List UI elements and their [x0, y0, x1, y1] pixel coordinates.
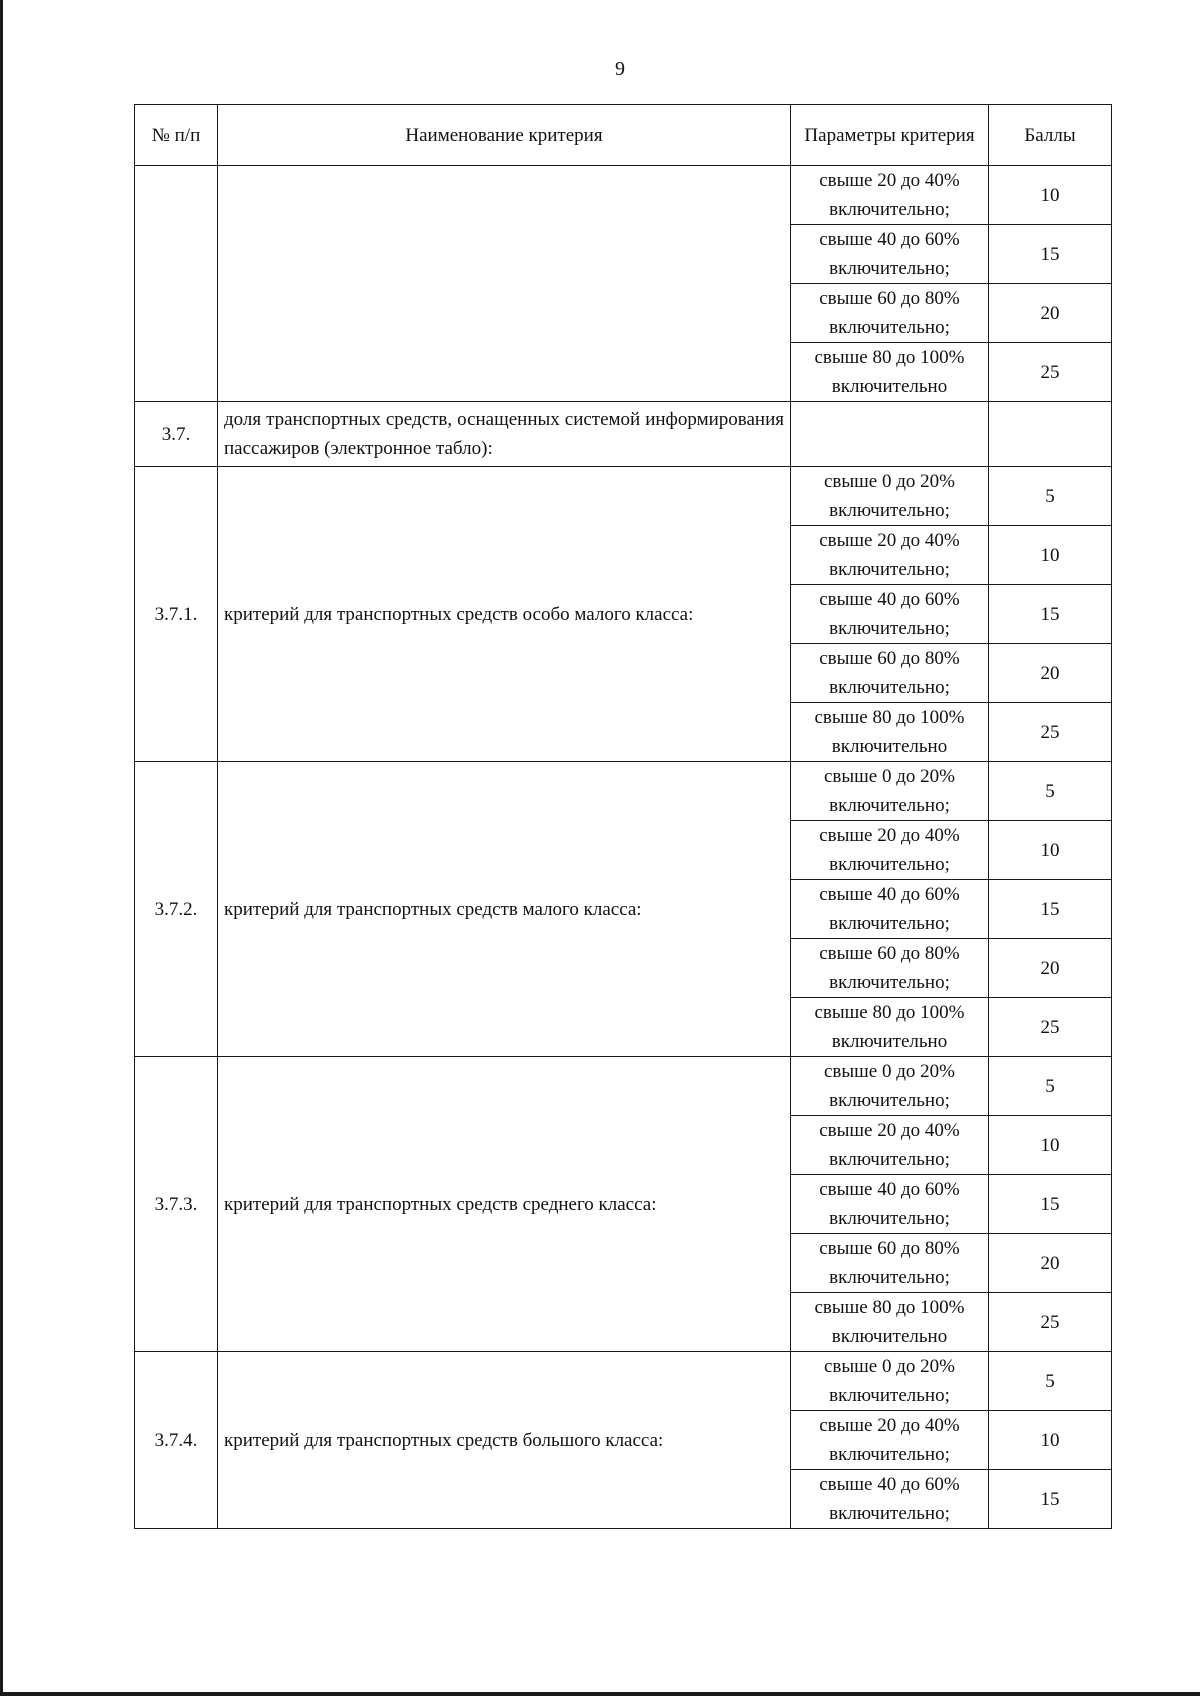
cell-score: 10 [989, 821, 1112, 880]
criterion-name: критерий для транспортных средств особо малого класса: [218, 467, 791, 762]
header-params: Параметры критерия [791, 105, 989, 166]
criterion-num: 3.7.2. [135, 762, 218, 1057]
scan-edge-left [0, 0, 3, 1696]
table-row [135, 1057, 1112, 1116]
cell-score: 25 [989, 1293, 1112, 1352]
cell-param: свыше 20 до 40% включительно; [791, 1411, 989, 1470]
cell-param: свыше 0 до 20% включительно; [791, 1352, 989, 1411]
section-row [135, 402, 1112, 467]
cell-param: свыше 80 до 100% включительно [791, 998, 989, 1057]
cell-score: 20 [989, 644, 1112, 703]
cell-score: 5 [989, 1057, 1112, 1116]
cell-score-empty [989, 402, 1112, 467]
cell-param: свыше 20 до 40% включительно; [791, 166, 989, 225]
criteria-table [134, 104, 1112, 1529]
criterion-num: 3.7.1. [135, 467, 218, 762]
cell-param-empty [791, 402, 989, 467]
cell-name-empty [218, 166, 791, 402]
scan-edge-bottom [0, 1692, 1200, 1696]
cell-score: 5 [989, 467, 1112, 526]
criterion-name: критерий для транспортных средств большого класса: [218, 1352, 791, 1529]
cell-score: 25 [989, 703, 1112, 762]
cell-score: 5 [989, 762, 1112, 821]
cell-param: свыше 80 до 100% включительно [791, 703, 989, 762]
cell-score: 15 [989, 225, 1112, 284]
table-row [135, 166, 1112, 225]
cell-param: свыше 20 до 40% включительно; [791, 526, 989, 585]
table-row [135, 762, 1112, 821]
table-row [135, 1352, 1112, 1411]
cell-score: 5 [989, 1352, 1112, 1411]
cell-param: свыше 60 до 80% включительно; [791, 939, 989, 998]
cell-param: свыше 0 до 20% включительно; [791, 1057, 989, 1116]
cell-param: свыше 60 до 80% включительно; [791, 644, 989, 703]
cell-score: 20 [989, 939, 1112, 998]
cell-score: 10 [989, 166, 1112, 225]
criterion-name: критерий для транспортных средств малого класса: [218, 762, 791, 1057]
criterion-name: критерий для транспортных средств среднего класса: [218, 1057, 791, 1352]
criterion-num: 3.7.3. [135, 1057, 218, 1352]
cell-score: 25 [989, 343, 1112, 402]
cell-param: свыше 40 до 60% включительно; [791, 225, 989, 284]
cell-param: свыше 80 до 100% включительно [791, 1293, 989, 1352]
cell-score: 20 [989, 284, 1112, 343]
cell-param: свыше 80 до 100% включительно [791, 343, 989, 402]
header-num: № п/п [135, 105, 218, 166]
cell-param: свыше 0 до 20% включительно; [791, 762, 989, 821]
cell-score: 25 [989, 998, 1112, 1057]
header-name: Наименование критерия [218, 105, 791, 166]
cell-param: свыше 40 до 60% включительно; [791, 880, 989, 939]
table-body [135, 166, 1112, 1529]
section-name: доля транспортных средств, оснащенных системой информирования пассажиров (электронное табло): [218, 402, 791, 467]
cell-score: 15 [989, 585, 1112, 644]
cell-num-empty [135, 166, 218, 402]
cell-score: 10 [989, 526, 1112, 585]
table-row [135, 467, 1112, 526]
criterion-num: 3.7.4. [135, 1352, 218, 1529]
cell-score: 15 [989, 1175, 1112, 1234]
cell-param: свыше 40 до 60% включительно; [791, 1175, 989, 1234]
cell-param: свыше 60 до 80% включительно; [791, 1234, 989, 1293]
section-num: 3.7. [135, 402, 218, 467]
cell-param: свыше 0 до 20% включительно; [791, 467, 989, 526]
cell-score: 20 [989, 1234, 1112, 1293]
cell-score: 10 [989, 1411, 1112, 1470]
cell-score: 15 [989, 880, 1112, 939]
page-number: 9 [615, 58, 625, 80]
cell-score: 10 [989, 1116, 1112, 1175]
header-score: Баллы [989, 105, 1112, 166]
cell-score: 15 [989, 1470, 1112, 1529]
cell-param: свыше 40 до 60% включительно; [791, 1470, 989, 1529]
cell-param: свыше 20 до 40% включительно; [791, 821, 989, 880]
cell-param: свыше 20 до 40% включительно; [791, 1116, 989, 1175]
cell-param: свыше 60 до 80% включительно; [791, 284, 989, 343]
table-header-row [135, 105, 1112, 166]
cell-param: свыше 40 до 60% включительно; [791, 585, 989, 644]
